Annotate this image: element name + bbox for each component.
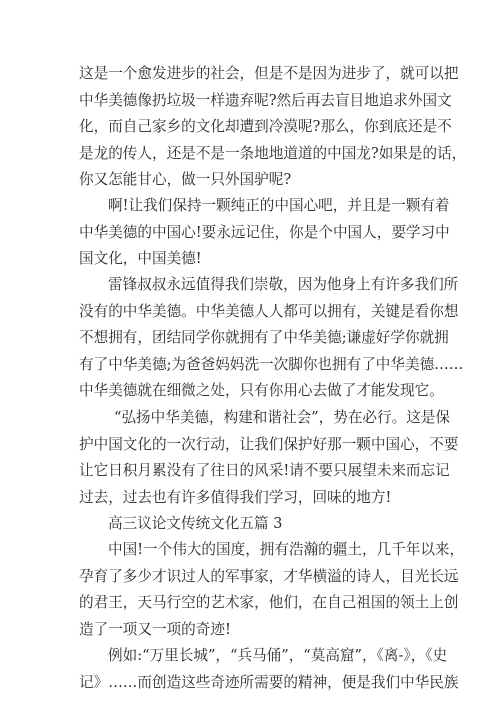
text-line: 啊!让我们保持一颗纯正的中国心吧，并且是一颗有着 [108, 197, 450, 214]
text-line: 让它日积月累没有了往日的风采!请不要只展望未来而忘记 [79, 462, 450, 479]
text-line: 没有的中华美德。中华美德人人都可以拥有，关键是看你想 [79, 302, 459, 320]
text-line: 中国!一个伟大的国度，拥有浩瀚的疆土，几千年以来， [108, 541, 465, 558]
text-line: 是龙的传人，还是不是一条地地道道的中国龙?如果是的话， [79, 144, 467, 162]
paragraph-4 [79, 405, 459, 511]
text-line: 过去，过去也有许多值得我们学习，回味的地方! [79, 488, 392, 506]
paragraph-6 [79, 643, 459, 696]
text-line: 孕育了多少才识过人的军事家，才华横溢的诗人，目光长远 [79, 567, 459, 585]
text-line: “弘扬中华美德，构建和谐社会”，势在必行。这是保 [114, 409, 450, 426]
text-line: 你又怎能甘心，做一只外国驴呢? [79, 171, 292, 188]
text-line: 国文化，中国美德! [79, 250, 202, 267]
text-line: 中华美德像扔垃圾一样遗弃呢?然后再去盲目地追求外国文 [79, 91, 452, 109]
text-line: 中华美德的中国心!要永远记住，你是个中国人，要学习中 [79, 223, 450, 241]
text-line: 造了一项又一项的奇迹! [79, 620, 231, 638]
text-line: 雷锋叔叔永远值得我们崇敬，因为他身上有许多我们所 [108, 276, 459, 293]
text-line: 化，而自己家乡的文化却遭到冷漠呢?那么，你到底还是不 [79, 118, 452, 135]
paragraph-1 [79, 61, 467, 194]
text-line: 中华美德就在细微之处，只有你用心去做了才能发现它。 [79, 382, 444, 399]
paragraph-5 [79, 537, 465, 643]
paragraph-2 [79, 193, 450, 273]
paragraph-3 [79, 272, 464, 405]
text-line: 这是一个愈发进步的社会，但是不是因为进步了，就可以把 [79, 65, 459, 82]
text-line: 的君王，天马行空的艺术家，他们，在自己祖国的领土上创 [79, 594, 459, 611]
text-line: 有了中华美德;为爸爸妈妈洗一次脚你也拥有了中华美德…… [79, 355, 464, 373]
text-line: 记》……而创造这些奇迹所需要的精神，便是我们中华民族 [79, 673, 459, 691]
text-line: 例如:“万里长城”，“兵马俑”，“莫高窟”，《离-》，《史 [108, 647, 448, 664]
text-line: 不想拥有，团结同学你就拥有了中华美德;谦虚好学你就拥 [79, 329, 449, 346]
section-heading: 高三议论文传统文化五篇 3 [108, 515, 283, 532]
text-line: 护中国文化的一次行动，让我们保护好那一颗中国心，不要 [79, 435, 459, 453]
